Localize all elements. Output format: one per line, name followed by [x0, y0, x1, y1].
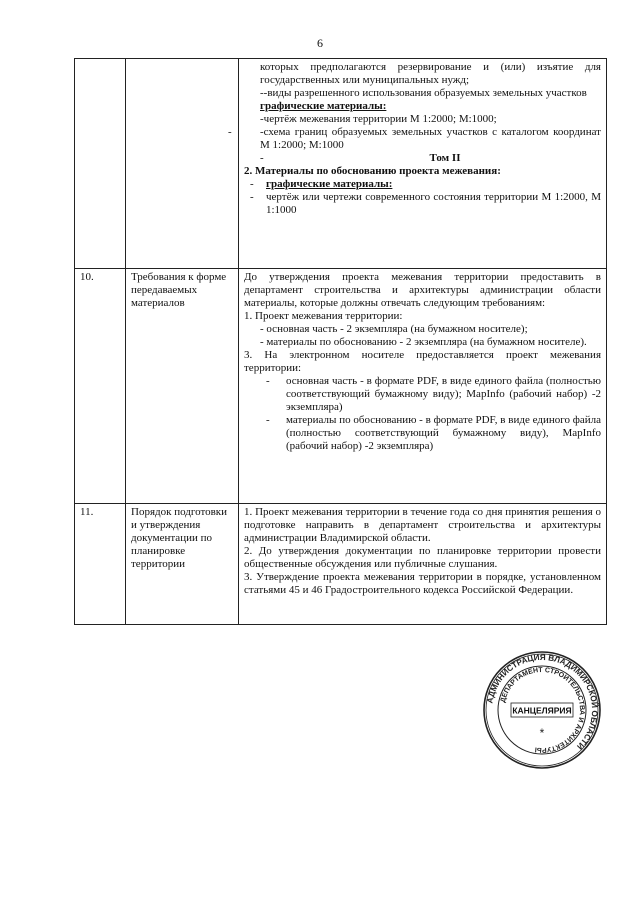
- row-content-cell: [239, 504, 607, 625]
- table-row-9-continued: [75, 59, 607, 269]
- volume-title: Том II: [429, 152, 461, 164]
- stamp-star: *: [539, 726, 545, 740]
- volume-heading: [244, 152, 601, 165]
- stamp-inner-text: ДЕПАРТАМЕНТ СТРОИТЕЛЬСТВА И АРХИТЕКТУРЫ: [499, 666, 586, 754]
- list-dash: -: [250, 191, 254, 203]
- row-number-cell: [75, 59, 126, 269]
- requirement-1: 1. Проект межевания территории:: [244, 310, 403, 322]
- procedure-1: 1. Проект межевания территории в течение года со дня принятия решения о подготовке направить в департамент строительства и архитектуры администрации Владимирской области.: [244, 506, 601, 544]
- requirement-3-justification-text: материалы по обоснованию - в формате PDF, в виде единого файла (полностью соответствующий бумажному виду), MapInfo (рабочий набор) -2 экземпляра): [286, 414, 601, 452]
- requirement-3-justification: [244, 414, 601, 453]
- graphic-materials-heading: графические материалы:: [260, 100, 387, 112]
- requirements-table: [74, 58, 607, 625]
- requirement-1-main-part: - основная часть - 2 экземпляра (на бумажном носителе);: [260, 323, 528, 335]
- requirement-1-justification: - материалы по обоснованию - 2 экземпляра (на бумажном носителе).: [260, 336, 587, 348]
- boundary-scheme-text: -схема границ образуемых земельных участков с каталогом координат М 1:2000; М:1000: [260, 126, 601, 151]
- page-number: 6: [317, 36, 323, 50]
- procedure-3: 3. Утверждение проекта межевания территории в порядке, установленном статьями 45 и 46 Градостроительного кодекса Российской Федерации.: [244, 571, 601, 596]
- office-stamp: [482, 650, 602, 770]
- requirement-3-main-part-text: основная часть - в формате PDF, в виде единого файла (полностью соответствующий бумажному виду); MapInfo (рабочий набор) -2 экземпляра): [286, 375, 601, 413]
- current-state-drawing-text: чертёж или чертежи современного состояния территории М 1:2000, М 1:1000: [266, 191, 601, 216]
- table-row-10: [75, 269, 607, 504]
- procedure-2: 2. До утверждения документации по планировке территории провести общественные обсуждения или публичные слушания.: [244, 545, 601, 570]
- requirement-3-main-part: [244, 375, 601, 414]
- row-number-cell: 11.: [75, 504, 126, 625]
- table-row-11: [75, 504, 607, 625]
- current-state-drawing-item: [244, 191, 601, 217]
- requirement-3: 3. На электронном носителе предоставляется проект межевания территории:: [244, 349, 601, 374]
- survey-drawing-item: -чертёж межевания территории М 1:2000; М:1000;: [260, 113, 497, 125]
- row-name-cell: [126, 59, 239, 269]
- row-content-cell: [239, 269, 607, 504]
- list-dash: -: [260, 152, 264, 164]
- reservation-text: которых предполагаются резервирование и (или) изъятие для государственных или муниципальных нужд;: [260, 61, 601, 86]
- list-dash: -: [228, 126, 232, 138]
- row-content-cell: [228, 59, 607, 269]
- justification-graphic-item: [244, 178, 601, 191]
- row-name-cell: Требования к форме передаваемых материалов: [126, 269, 239, 504]
- row-number-cell: 10.: [75, 269, 126, 504]
- land-use-text: --виды разрешенного использования образуемых земельных участков: [260, 87, 587, 99]
- list-dash: -: [266, 414, 270, 426]
- row-name-cell: Порядок подготовки и утверждения документации по планировке территории: [126, 504, 239, 625]
- requirements-intro: До утверждения проекта межевания территории предоставить в департамент строительства и архитектуры администрации области материалы, которые должны отвечать следующим требованиям:: [244, 271, 601, 309]
- justification-graphic-heading: графические материалы:: [266, 178, 393, 190]
- justification-materials-heading: 2. Материалы по обоснованию проекта межевания:: [244, 165, 501, 177]
- boundary-scheme-item: [228, 126, 601, 152]
- list-dash: -: [266, 375, 270, 387]
- list-dash: -: [250, 178, 254, 190]
- stamp-center-text: КАНЦЕЛЯРИЯ: [512, 705, 572, 716]
- stamp-outer-text: АДМИНИСТРАЦИЯ ВЛАДИМИРСКОЙ ОБЛАСТИ: [485, 652, 600, 752]
